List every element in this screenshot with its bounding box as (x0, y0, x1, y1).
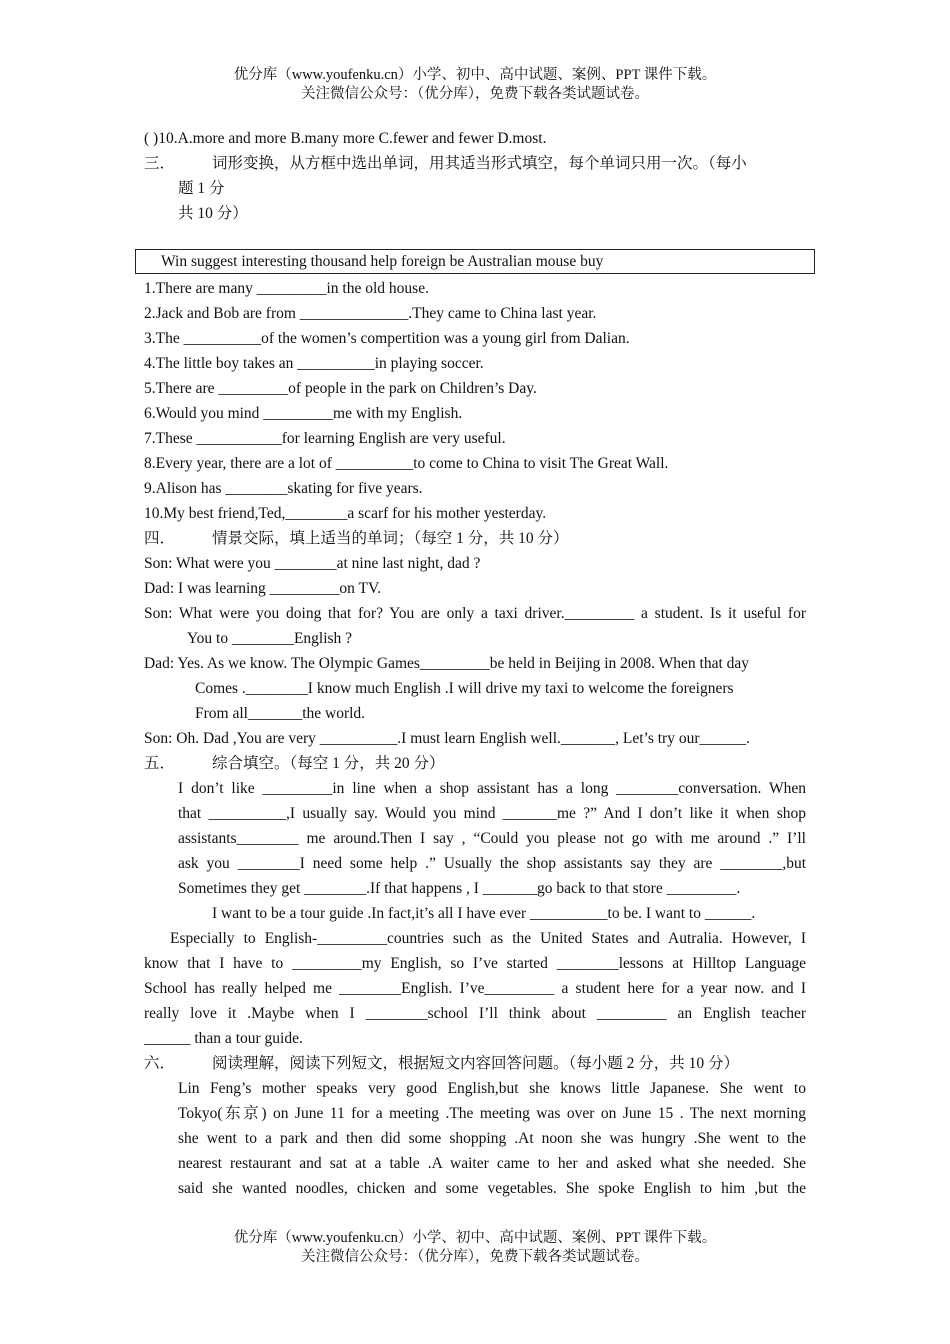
footer-line-2: 关注微信公众号：（优分库），免费下载各类试题试卷。 (301, 1249, 649, 1265)
section-6-heading (144, 1051, 806, 1076)
cloze-line: really love it .Maybe when I ________school I’ll think about _________ an English teacher (144, 1005, 806, 1022)
reading-line: nearest restaurant and sat at a table .A waiter came to her and asked what she needed. She (178, 1155, 806, 1172)
cloze-line: Especially to English-_________countries such as the United States and Autralia. However, I (170, 930, 806, 947)
fill-item-2: 2.Jack and Bob are from ______________.They came to China last year. (144, 305, 597, 322)
fill-item-5: 5.There are _________of people in the park on Children’s Day. (144, 380, 537, 397)
word-box: Win suggest interesting thousand help foreign be Australian mouse buy (135, 249, 815, 274)
section-6-title: 阅读理解，阅读下列短文，根据短文内容回答问题。（每小题 2 分，共 10 分） (212, 1055, 740, 1072)
section-5-heading (144, 751, 806, 776)
cloze-line: Sometimes they get ________.If that happens , I _______go back to that store _________. (178, 880, 741, 897)
dialogue-line: Son: What were you doing that for? You are only a taxi driver._________ a student. Is it useful for (144, 605, 806, 622)
reading-line: she went to a park and then did some shopping .At noon she was hungry .She went to the (178, 1130, 806, 1147)
section-3-title-cont: 共 10 分） (178, 205, 248, 222)
dialogue-line: Dad: Yes. As we know. The Olympic Games_________be held in Beijing in 2008. When that day (144, 655, 750, 672)
cloze-line: ______ than a tour guide. (144, 1030, 303, 1047)
section-4-number: 四． (144, 530, 176, 547)
fill-item-8: 8.Every year, there are a lot of __________to come to China to visit The Great Wall. (144, 455, 669, 472)
fill-item-10: 10.My best friend,Ted,________a scarf for his mother yesterday. (144, 505, 547, 522)
cloze-line: know that I have to _________my English, so I’ve started ________lessons at Hilltop Language (144, 955, 806, 972)
section-3-title-cont: 题 1 分 (178, 180, 225, 197)
section-5-number: 五． (144, 755, 176, 772)
question-10-options: ( )10.A.more and more B.many more C.fewer and fewer D.most. (144, 130, 547, 147)
reading-line: Tokyo(东京) on June 11 for a meeting .The meeting was over on June 15 . The next morning (178, 1105, 806, 1122)
section-4-heading (144, 526, 806, 551)
cloze-line: that __________,I usually say. Would you mind _______me ?” And I don’t like it when shop (178, 805, 806, 822)
section-3-number: 三． (144, 155, 176, 172)
cloze-line: School has really helped me ________English. I’ve_________ a student here for a year now. and I (144, 980, 806, 997)
page-header (0, 66, 950, 104)
reading-line: Lin Feng’s mother speaks very good English,but she knows little Japanese. She went to (178, 1080, 806, 1097)
section-5-title: 综合填空。（每空 1 分，共 20 分） (212, 755, 445, 772)
cloze-line: ask you ________I need some help .” Usually the shop assistants say they are ________,but (178, 855, 806, 872)
reading-line: said she wanted noodles, chicken and some vegetables. She spoke English to him ,but the (178, 1180, 806, 1197)
spacer (144, 226, 806, 251)
dialogue-line: Comes .________I know much English .I will drive my taxi to welcome the foreigners (195, 680, 734, 697)
cloze-line: assistants________ me around.Then I say , “Could you please not go with me around .” I’ll (178, 830, 806, 847)
dialogue-line: Son: What were you ________at nine last night, dad ? (144, 555, 481, 572)
cloze-line: I want to be a tour guide .In fact,it’s all I have ever __________to be. I want to ______. (212, 905, 756, 922)
section-3-heading (144, 151, 806, 176)
section-3-title: 词形变换，从方框中选出单词，用其适当形式填空，每个单词只用一次。（每小 (212, 155, 747, 172)
page-footer (0, 1229, 950, 1267)
fill-item-9: 9.Alison has ________skating for five years. (144, 480, 423, 497)
fill-item-3: 3.The __________of the women’s compertition was a young girl from Dalian. (144, 330, 630, 347)
exam-content (144, 126, 806, 1201)
dialogue-line: Son: Oh. Dad ,You are very __________.I must learn English well._______, Let’s try our______. (144, 730, 750, 747)
cloze-line: I don’t like _________in line when a shop assistant has a long ________conversation. When (178, 780, 806, 797)
header-line-1: 优分库（www.youfenku.cn）小学、初中、高中试题、案例、PPT 课件下载。 (233, 67, 717, 83)
header-line-2: 关注微信公众号：（优分库），免费下载各类试题试卷。 (301, 86, 649, 102)
fill-item-1: 1.There are many _________in the old house. (144, 280, 429, 297)
fill-item-7: 7.These ___________for learning English are very useful. (144, 430, 506, 447)
dialogue-line: From all_______the world. (195, 705, 366, 722)
fill-item-6: 6.Would you mind _________me with my English. (144, 405, 463, 422)
dialogue-line: You to ________English ? (187, 630, 353, 647)
fill-item-4: 4.The little boy takes an __________in playing soccer. (144, 355, 484, 372)
word-box-slot (144, 251, 806, 276)
section-6-number: 六． (144, 1055, 176, 1072)
footer-line-1: 优分库（www.youfenku.cn）小学、初中、高中试题、案例、PPT 课件下载。 (233, 1230, 717, 1246)
section-4-title: 情景交际，填上适当的单词；（每空 1 分，共 10 分） (212, 530, 569, 547)
dialogue-line: Dad: I was learning _________on TV. (144, 580, 382, 597)
